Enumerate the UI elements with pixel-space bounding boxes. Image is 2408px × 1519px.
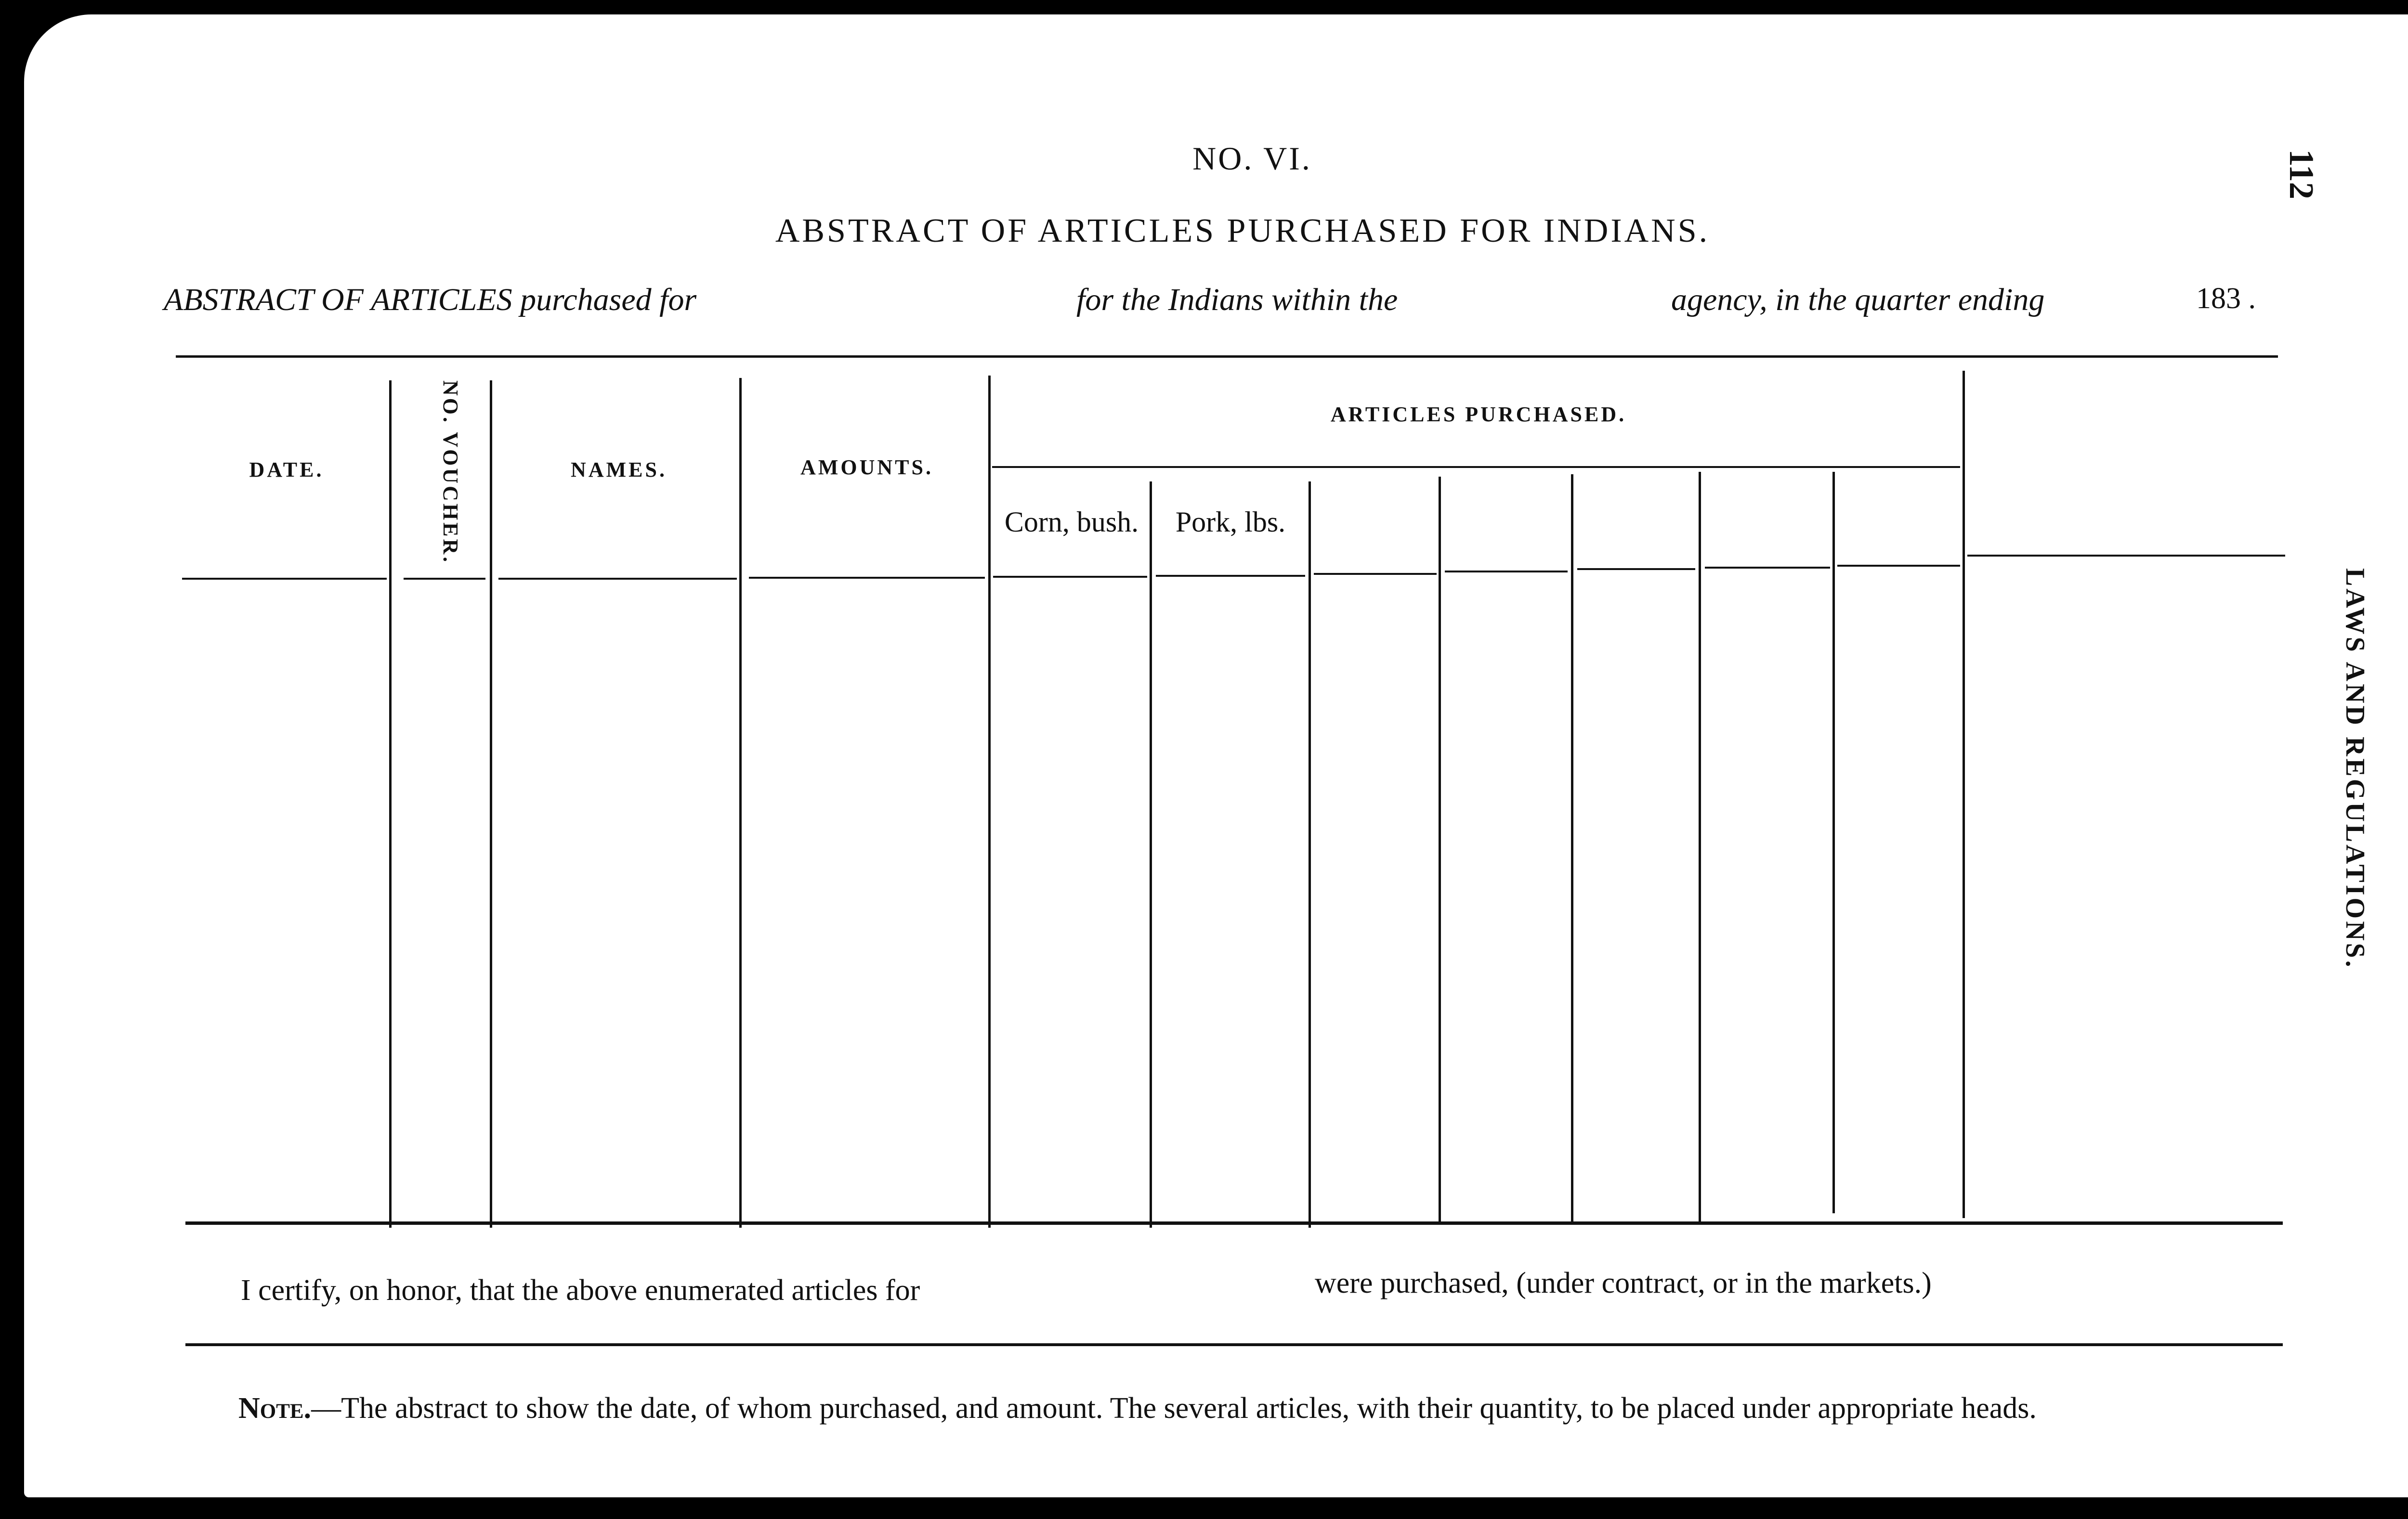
column-divider [988,376,991,1228]
column-header-amounts: AMOUNTS. [800,455,933,479]
note-lead: Note. [238,1392,312,1425]
column-divider [739,378,742,1228]
certification-text: I certify, on honor, that the above enumerated articles for [241,1274,920,1307]
header-bottom-rule [1577,568,1695,570]
column-divider [490,380,492,1228]
running-title: LAWS AND REGULATIONS. [2340,568,2370,970]
page-number: 112 [2282,149,2321,200]
column-header-date: DATE. [249,458,324,481]
note-body: —The abstract to show the date, of whom purchased, and amount. The several articles, with their quantity, to be placed under appropriate heads. [311,1392,2037,1425]
table-bottom-rule [185,1221,2283,1225]
note-text [238,1391,2037,1426]
certification-text-continued: were purchased, (under contract, or in the markets.) [1315,1267,1932,1299]
articles-heading-rule [992,466,1960,468]
article-column-divider [1699,472,1701,1223]
column-header-names: NAMES. [571,458,667,481]
article-column-divider [1150,481,1152,1228]
form-title: ABSTRACT OF ARTICLES PURCHASED FOR INDIANS. [775,212,1710,249]
header-bottom-rule [993,576,1147,578]
column-divider [1963,371,1965,1218]
article-column-divider [1309,481,1311,1228]
header-bottom-rule [1967,555,2285,557]
header-bottom-rule [1314,573,1437,575]
header-bottom-rule [1705,567,1830,569]
table-top-rule [176,355,2278,358]
intro-year: 183 . [2196,282,2256,315]
article-column-divider [1832,472,1835,1213]
header-bottom-rule [498,578,737,580]
intro-text-purchased-for: ABSTRACT OF ARTICLES purchased for [164,282,697,317]
article-column-divider [1439,477,1441,1223]
intro-text-quarter-ending: agency, in the quarter ending [1671,282,2045,317]
article-column-divider [1571,474,1573,1223]
header-bottom-rule [749,577,985,579]
column-header-articles-purchased: ARTICLES PURCHASED. [1330,402,1627,426]
header-bottom-rule [182,578,387,580]
article-column-corn: Corn, bush. [1004,506,1139,538]
header-bottom-rule [1156,575,1305,577]
form-number: NO. VI. [1192,140,1312,177]
column-divider [389,380,392,1228]
column-header-voucher: NO. VOUCHER. [439,380,462,565]
header-bottom-rule [1445,571,1568,572]
article-column-pork: Pork, lbs. [1175,506,1286,538]
header-bottom-rule [404,578,485,580]
header-bottom-rule [1837,565,1960,567]
certification-bottom-rule [185,1343,2283,1346]
intro-text-indians-within: for the Indians within the [1076,282,1398,317]
